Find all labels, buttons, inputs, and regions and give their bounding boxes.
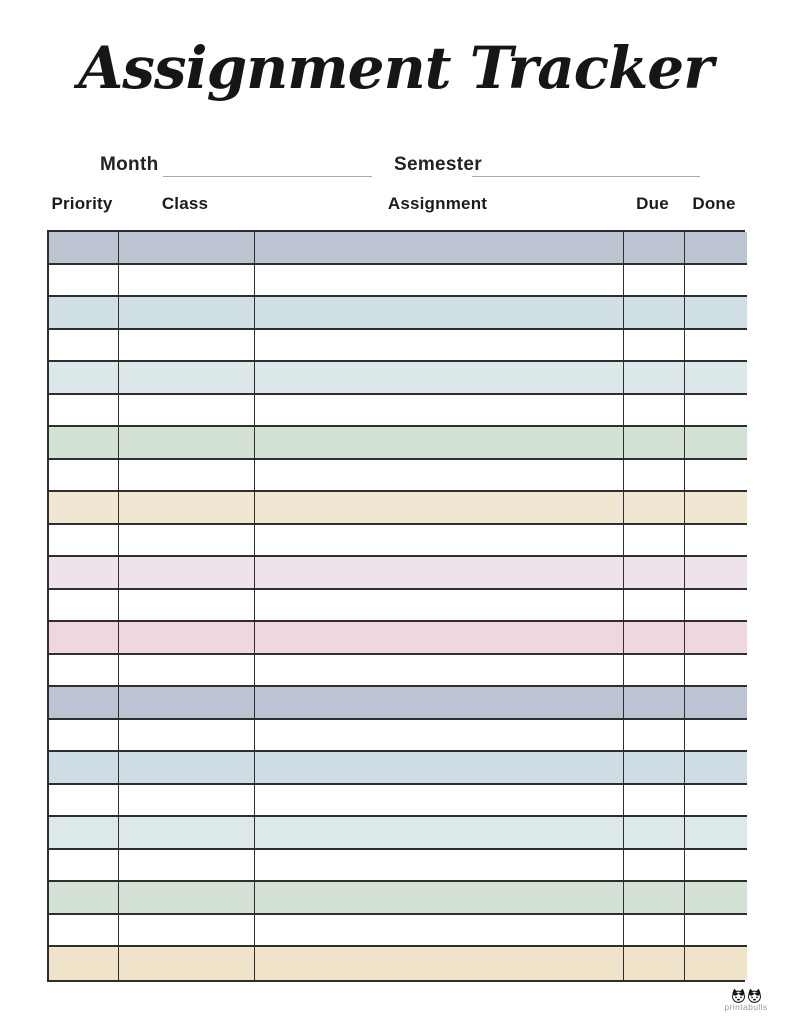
bulldog-faces-icon — [711, 988, 781, 1003]
table-cell — [624, 395, 685, 428]
table-cell — [119, 265, 255, 298]
logo-text: printabulls — [724, 1002, 768, 1012]
table-cell — [255, 525, 624, 558]
table-cell — [255, 817, 624, 850]
table-cell — [119, 655, 255, 688]
table-cell — [255, 362, 624, 395]
table-cell — [49, 525, 119, 558]
printabulls-logo — [711, 988, 781, 1012]
table-cell — [624, 427, 685, 460]
table-cell — [255, 395, 624, 428]
table-cell — [255, 947, 624, 980]
table-cell — [685, 785, 747, 818]
column-header-class: Class — [161, 194, 209, 213]
table-cell — [49, 622, 119, 655]
table-cell — [255, 882, 624, 915]
table-cell — [685, 362, 747, 395]
table-cell — [119, 590, 255, 623]
table-cell — [685, 427, 747, 460]
table-cell — [119, 460, 255, 493]
table-cell — [624, 265, 685, 298]
table-cell — [624, 232, 685, 265]
table-cell — [624, 492, 685, 525]
table-cell — [119, 330, 255, 363]
table-cell — [624, 785, 685, 818]
table-cell — [685, 232, 747, 265]
table-cell — [624, 330, 685, 363]
table-cell — [685, 265, 747, 298]
table-cell — [685, 882, 747, 915]
table-cell — [685, 687, 747, 720]
table-cell — [255, 232, 624, 265]
table-cell — [685, 590, 747, 623]
month-label: Month — [100, 154, 159, 175]
table-cell — [624, 590, 685, 623]
table-cell — [624, 655, 685, 688]
table-cell — [255, 330, 624, 363]
table-cell — [119, 492, 255, 525]
table-cell — [255, 557, 624, 590]
table-cell — [624, 947, 685, 980]
table-cell — [255, 622, 624, 655]
column-headers — [47, 194, 745, 214]
table-cell — [49, 297, 119, 330]
table-cell — [255, 850, 624, 883]
table-cell — [49, 687, 119, 720]
table-cell — [119, 882, 255, 915]
table-cell — [624, 720, 685, 753]
table-cell — [49, 590, 119, 623]
table-cell — [119, 362, 255, 395]
table-cell — [255, 265, 624, 298]
table-cell — [624, 525, 685, 558]
table-cell — [685, 492, 747, 525]
table-cell — [49, 882, 119, 915]
table-cell — [119, 395, 255, 428]
table-cell — [685, 720, 747, 753]
column-header-due: Due — [636, 194, 669, 213]
table-cell — [685, 525, 747, 558]
table-cell — [119, 687, 255, 720]
bulldog-face-icon — [747, 988, 762, 1003]
semester-input-line — [472, 176, 700, 177]
table-cell — [624, 687, 685, 720]
table-cell — [624, 915, 685, 948]
table-cell — [685, 622, 747, 655]
column-header-assignment: Assignment — [387, 194, 488, 213]
table-cell — [49, 720, 119, 753]
table-cell — [119, 785, 255, 818]
table-cell — [49, 362, 119, 395]
month-input-line — [163, 176, 372, 177]
table-cell — [119, 297, 255, 330]
table-cell — [685, 395, 747, 428]
table-cell — [624, 297, 685, 330]
table-cell — [255, 915, 624, 948]
table-cell — [119, 817, 255, 850]
table-cell — [49, 785, 119, 818]
tracker-table — [47, 230, 745, 982]
table-cell — [624, 362, 685, 395]
table-cell — [119, 557, 255, 590]
table-cell — [624, 752, 685, 785]
table-cell — [685, 460, 747, 493]
table-cell — [49, 330, 119, 363]
table-cell — [49, 557, 119, 590]
table-cell — [685, 850, 747, 883]
table-cell — [624, 557, 685, 590]
table-cell — [685, 655, 747, 688]
table-cell — [685, 947, 747, 980]
table-cell — [49, 915, 119, 948]
table-cell — [119, 850, 255, 883]
table-cell — [255, 427, 624, 460]
table-cell — [119, 525, 255, 558]
table-cell — [119, 752, 255, 785]
table-cell — [49, 427, 119, 460]
table-cell — [255, 752, 624, 785]
table-cell — [255, 655, 624, 688]
table-cell — [624, 850, 685, 883]
table-cell — [255, 460, 624, 493]
table-cell — [255, 687, 624, 720]
table-cell — [685, 330, 747, 363]
table-cell — [49, 232, 119, 265]
table-cell — [685, 817, 747, 850]
column-header-done: Done — [692, 194, 736, 213]
semester-label: Semester — [394, 154, 482, 175]
table-cell — [119, 915, 255, 948]
table-cell — [255, 720, 624, 753]
table-cell — [49, 850, 119, 883]
table-cell — [49, 492, 119, 525]
table-cell — [119, 720, 255, 753]
table-cell — [685, 915, 747, 948]
table-cell — [49, 655, 119, 688]
table-cell — [119, 427, 255, 460]
table-cell — [255, 785, 624, 818]
table-cell — [49, 265, 119, 298]
column-header-priority: Priority — [51, 194, 113, 213]
table-cell — [119, 622, 255, 655]
table-cell — [49, 947, 119, 980]
table-cell — [49, 752, 119, 785]
table-cell — [624, 817, 685, 850]
table-cell — [685, 297, 747, 330]
table-cell — [685, 752, 747, 785]
table-cell — [624, 460, 685, 493]
table-cell — [255, 297, 624, 330]
bulldog-face-icon — [731, 988, 746, 1003]
table-cell — [119, 947, 255, 980]
table-cell — [624, 622, 685, 655]
table-cell — [49, 460, 119, 493]
table-cell — [119, 232, 255, 265]
table-cell — [49, 395, 119, 428]
table-cell — [255, 590, 624, 623]
table-cell — [49, 817, 119, 850]
table-cell — [685, 557, 747, 590]
page-title: Assignment Tracker — [78, 34, 713, 102]
table-cell — [624, 882, 685, 915]
table-cell — [255, 492, 624, 525]
